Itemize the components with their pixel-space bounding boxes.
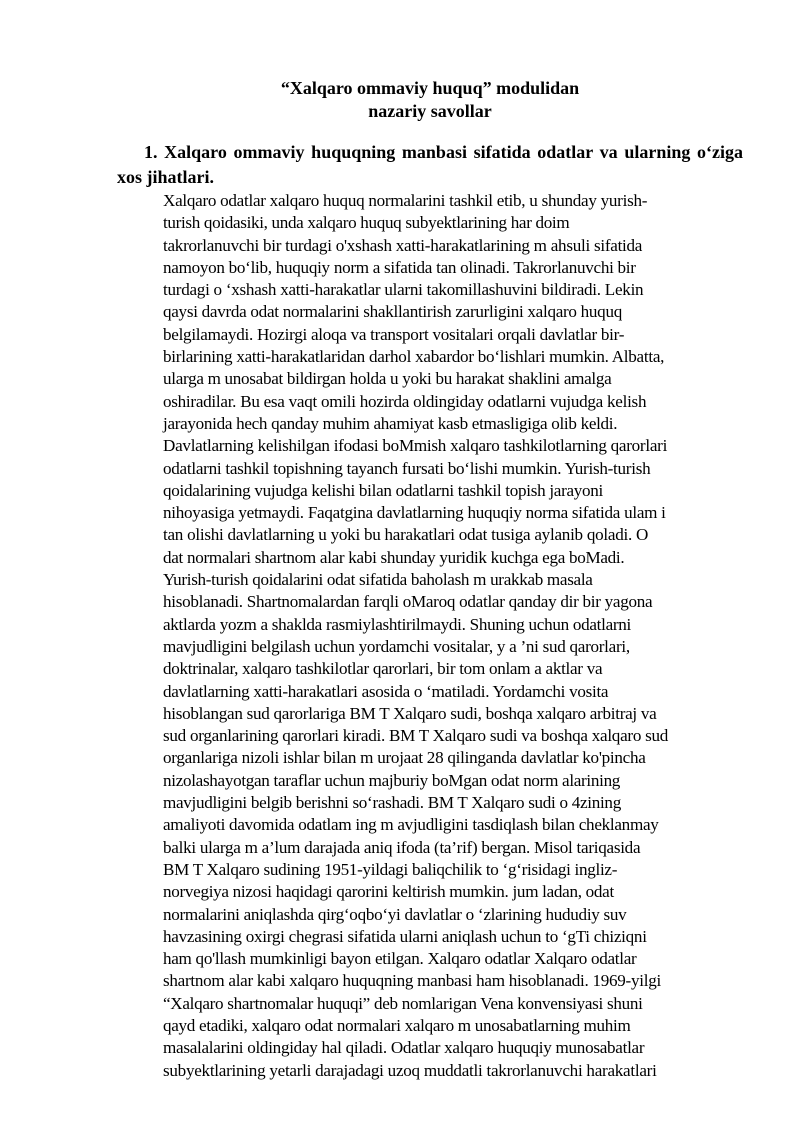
body-line: BM T Xalqaro sudining 1951-yildagi baliqchilik to ‘g‘risidagi ingliz- bbox=[163, 859, 618, 879]
body-line: mavjudligini belgib berishni so‘rashadi. BM T Xalqaro sudi o 4zining bbox=[163, 793, 621, 813]
body-line: qayd etadiki, xalqaro odat normalari xalqaro m unosabatlarning muhim bbox=[163, 1015, 631, 1035]
body-line: dat normalari shartnom alar kabi shunday yuridik kuchga ega boMadi. bbox=[163, 547, 625, 567]
body-line: hisoblangan sud qarorlariga BM T Xalqaro sudi, boshqa xalqaro arbitraj va bbox=[163, 703, 657, 723]
body-line: Davlatlarning kelishilgan ifodasi boMmish xalqaro tashkilotlarning qarorlari bbox=[163, 436, 668, 456]
body-line: masalalarini oldingiday hal qiladi. Odatlar xalqaro huquqiy munosabatlar bbox=[163, 1038, 645, 1058]
body-text bbox=[163, 190, 763, 1082]
body-line: turish qoidasiki, unda xalqaro huquq subyektlarining har doim bbox=[163, 213, 570, 233]
title-line: nazariy savollar bbox=[368, 101, 492, 121]
section-heading: 1. Xalqaro ommaviy huquqning manbasi sifatida odatlar va ularning o‘ziga xos jihatlari. bbox=[117, 142, 743, 187]
body-line: birlarining xatti-harakatlaridan darhol xabardor bo‘lishlari mumkin. Albatta, bbox=[163, 347, 665, 367]
body-line: turdagi o ‘xshash xatti-harakatlar ularni takomillashuvini bildiradi. Lekin bbox=[163, 280, 644, 300]
body-line: balki ularga m a’lum darajada aniq ifoda (ta’rif) bergan. Misol tariqasida bbox=[163, 837, 641, 857]
body-line: amaliyoti davomida odatlam ing m avjudligini tasdiqlash bilan cheklanmay bbox=[163, 815, 659, 835]
body-line: ham qo'llash mumkinligi bayon etilgan. Xalqaro odatlar Xalqaro odatlar bbox=[163, 949, 637, 969]
body-line: qaysi davrda odat normalarini shakllantirish zarurligini xalqaro huquq bbox=[163, 302, 622, 322]
body-line: hisoblanadi. Shartnomalardan farqli oMaroq odatlar qanday dir bir yagona bbox=[163, 592, 653, 612]
title-line: “Xalqaro ommaviy huquq” modulidan bbox=[280, 78, 580, 98]
body-line: shartnom alar kabi xalqaro huquqning manbasi ham hisoblanadi. 1969-yilgi bbox=[163, 971, 661, 991]
body-line: belgilamaydi. Hozirgi aloqa va transport vositalari orqali davlatlar bir- bbox=[163, 324, 625, 344]
body-line: Xalqaro odatlar xalqaro huquq normalarini tashkil etib, u shunday yurish- bbox=[163, 191, 648, 210]
body-line: oshiradilar. Bu esa vaqt omili hozirda oldingiday odatlarni vujudga kelish bbox=[163, 391, 647, 411]
body-line: qoidalarining vujudga kelishi bilan odatlarni tashkil topish jarayoni bbox=[163, 480, 604, 500]
body-line: namoyon bo‘lib, huquqiy norm a sifatida tan olinadi. Takrorlanuvchi bir bbox=[163, 257, 636, 277]
body-line: Yurish-turish qoidalarini odat sifatida baholash m urakkab masala bbox=[163, 570, 593, 590]
body-line: doktrinalar, xalqaro tashkilotlar qarorlari, bir tom onlam a aktlar va bbox=[163, 659, 603, 679]
body-line: subyektlarining yetarli darajadagi uzoq muddatli takrorlanuvchi harakatlari bbox=[163, 1060, 657, 1080]
body-line: norvegiya nizosi haqidagi qarorini keltirish mumkin. jum ladan, odat bbox=[163, 882, 614, 902]
body-line: mavjudligini belgilash uchun yordamchi vositalar, y a ’ni sud qarorlari, bbox=[163, 636, 630, 656]
body-line: takrorlanuvchi bir turdagi o'xshash xatti-harakatlarining m ahsuli sifatida bbox=[163, 235, 643, 255]
body-line: normalarini aniqlashda qirg‘oqbo‘yi davlatlar o ‘zlarining hududiy suv bbox=[163, 904, 627, 924]
body-line: organlariga nizoli ishlar bilan m urojaat 28 qilinganda davlatlar ko'pincha bbox=[163, 748, 646, 768]
body-line: aktlarda yozm a shaklda rasmiylashtirilmaydi. Shuning uchun odatlarni bbox=[163, 614, 632, 634]
body-line: odatlarni tashkil topishning tayanch fursati bo‘lishi mumkin. Yurish-turish bbox=[163, 458, 651, 478]
body-line: nihoyasiga yetmaydi. Faqatgina davlatlarning huquqiy norma sifatida ulam i bbox=[163, 503, 666, 523]
body-line: havzasining oxirgi chegrasi sifatida ularni aniqlash uchun to ‘gTi chiziqni bbox=[163, 926, 647, 946]
body-line: davlatlarning xatti-harakatlari asosida o ‘matiladi. Yordamchi vosita bbox=[163, 681, 609, 701]
body-line: nizolashayotgan taraflar uchun majburiy boMgan odat norm alarining bbox=[163, 770, 621, 790]
body-line: “Xalqaro shartnomalar huquqi” deb nomlarigan Vena konvensiyasi shuni bbox=[163, 993, 643, 1013]
body-line: sud organlarining qarorlari kiradi. BM T Xalqaro sudi va boshqa xalqaro sud bbox=[163, 726, 669, 746]
body-line: ularga m unosabat bildirgan holda u yoki bu harakat shaklini amalga bbox=[163, 369, 612, 389]
body-line: tan olishi davlatlarning u yoki bu harakatlari odat tusiga aylanib qoladi. O bbox=[163, 525, 649, 545]
document-title bbox=[0, 77, 800, 123]
body-line: jarayonida hech qanday muhim ahamiyat kasb etmasligiga olib keldi. bbox=[163, 413, 618, 433]
